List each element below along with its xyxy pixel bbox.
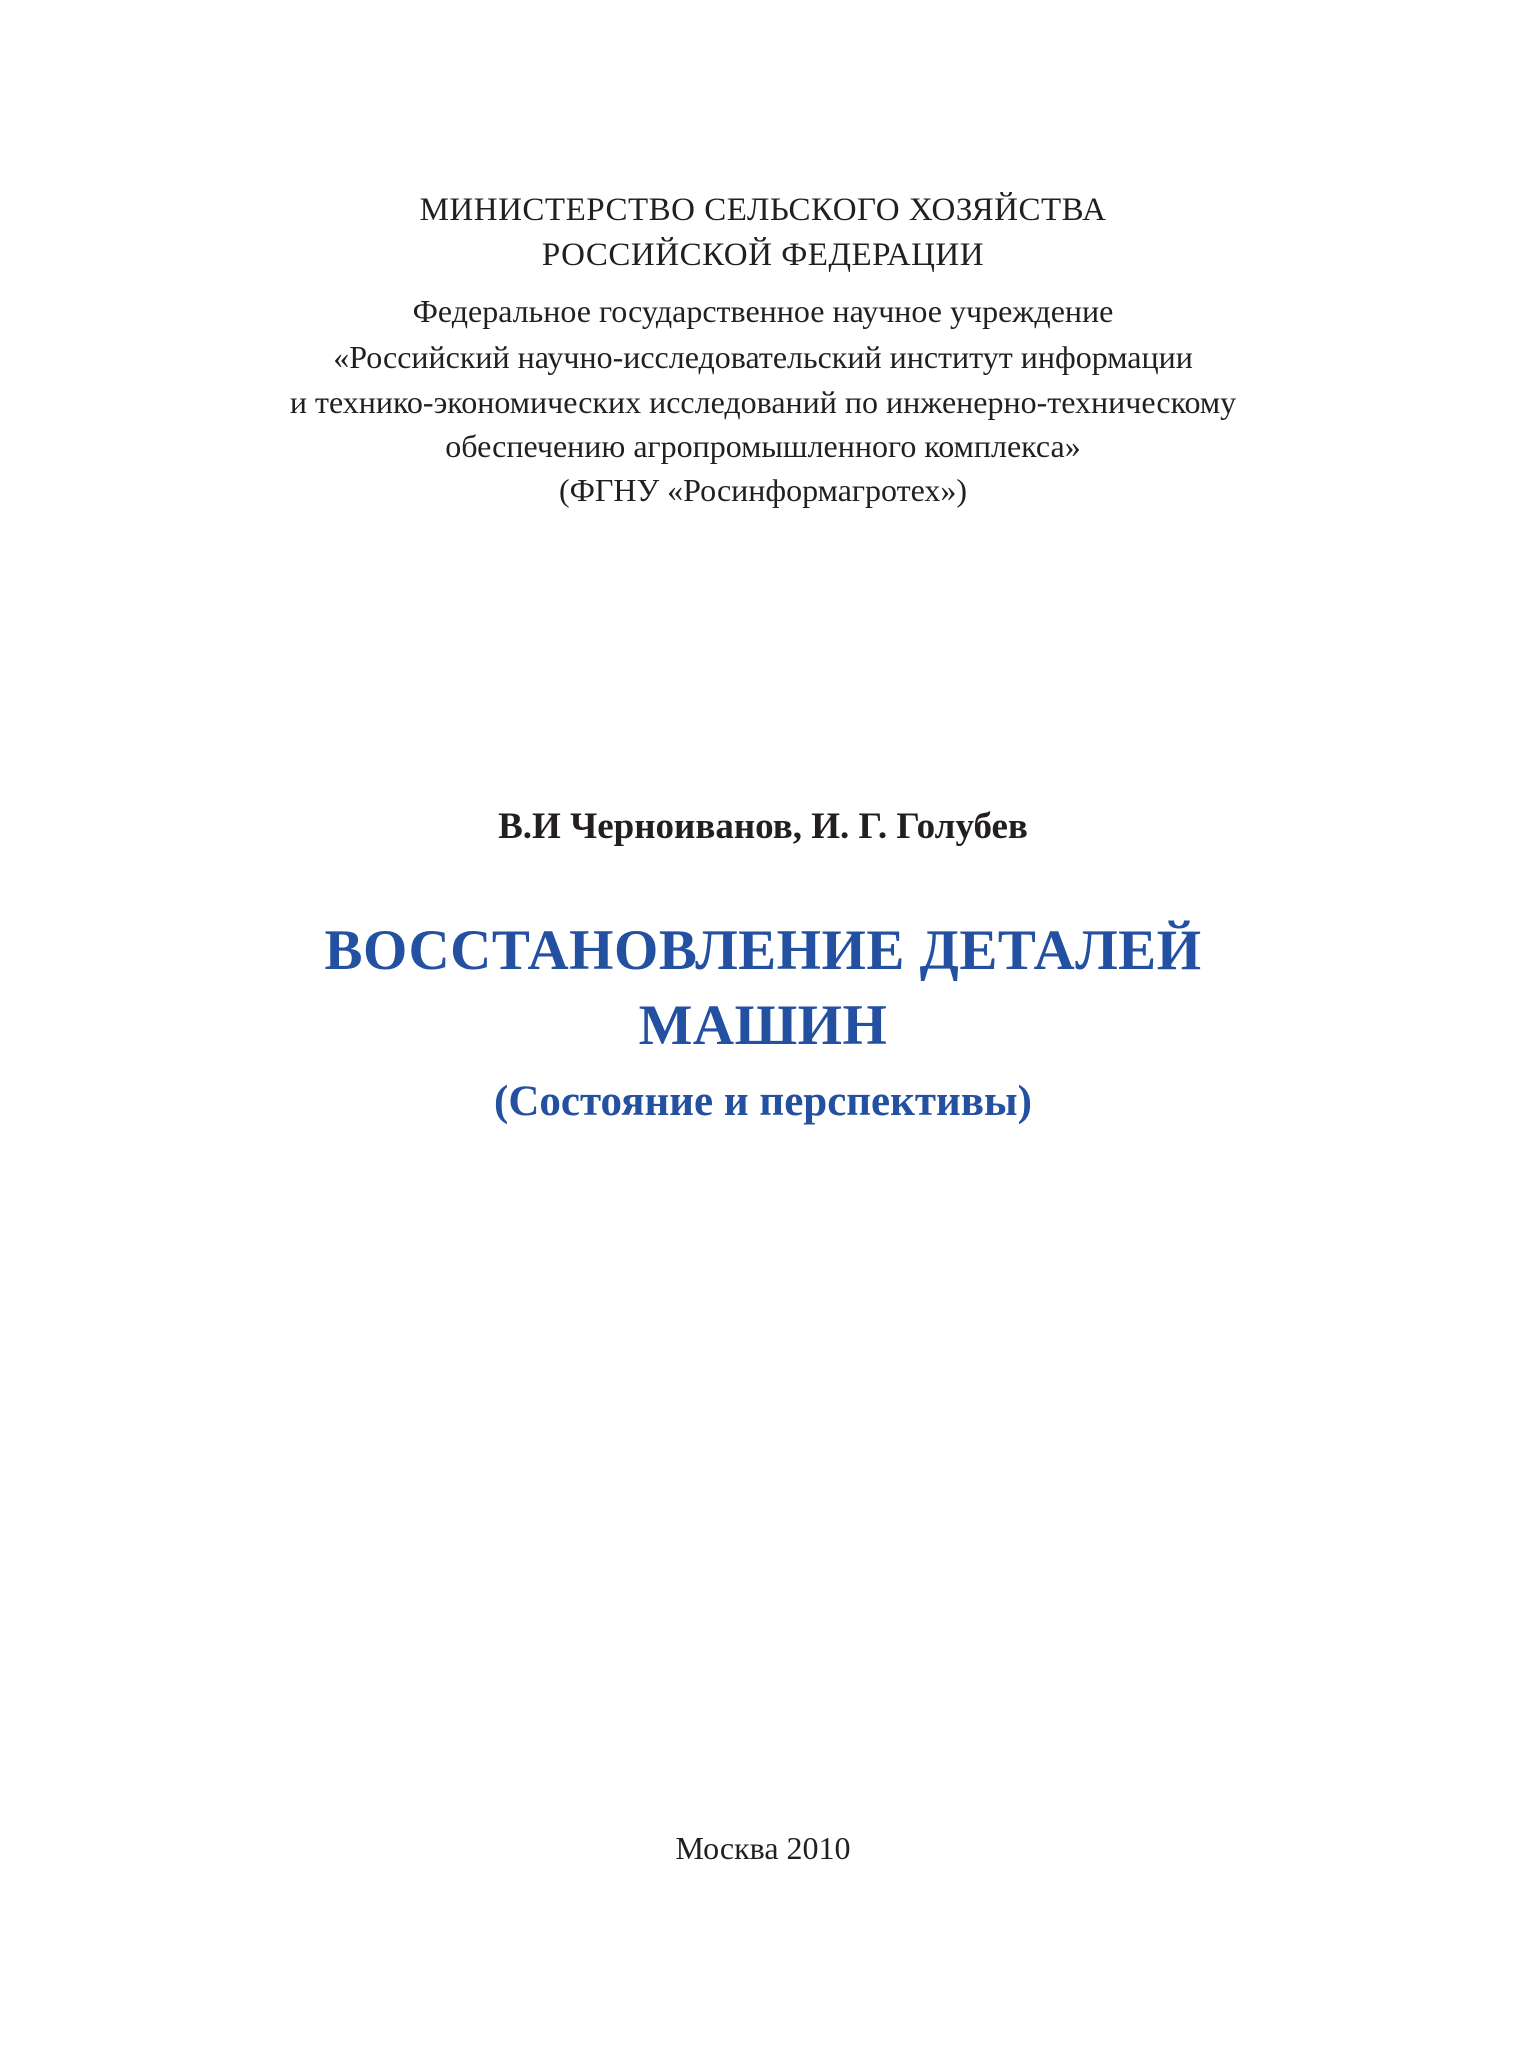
publication-city-year: Москва 2010	[675, 1830, 851, 1866]
ministry-line-2: РОССИЙСКОЙ ФЕДЕРАЦИИ	[541, 237, 985, 273]
institution-line-3: и технико-экономических исследований по инженерно-техническому	[289, 384, 1237, 420]
book-title-line-1: ВОССТАНОВЛЕНИЕ ДЕТАЛЕЙ	[324, 919, 1202, 982]
institution-line-1: Федеральное государственное научное учреждение	[412, 293, 1114, 329]
institution-line-5: (ФГНУ «Росинформагротех»)	[558, 472, 968, 508]
authors: В.И Черноиванов, И. Г. Голубев	[498, 806, 1028, 847]
book-title-line-2: МАШИН	[638, 994, 888, 1057]
ministry-line-1: МИНИСТЕРСТВО СЕЛЬСКОГО ХОЗЯЙСТВА	[419, 192, 1107, 228]
institution-line-2: «Российский научно-исследовательский институт информации	[333, 339, 1193, 375]
institution-line-4: обеспечению агропромышленного комплекса»	[445, 428, 1081, 464]
book-subtitle: (Состояние и перспективы)	[494, 1078, 1032, 1125]
